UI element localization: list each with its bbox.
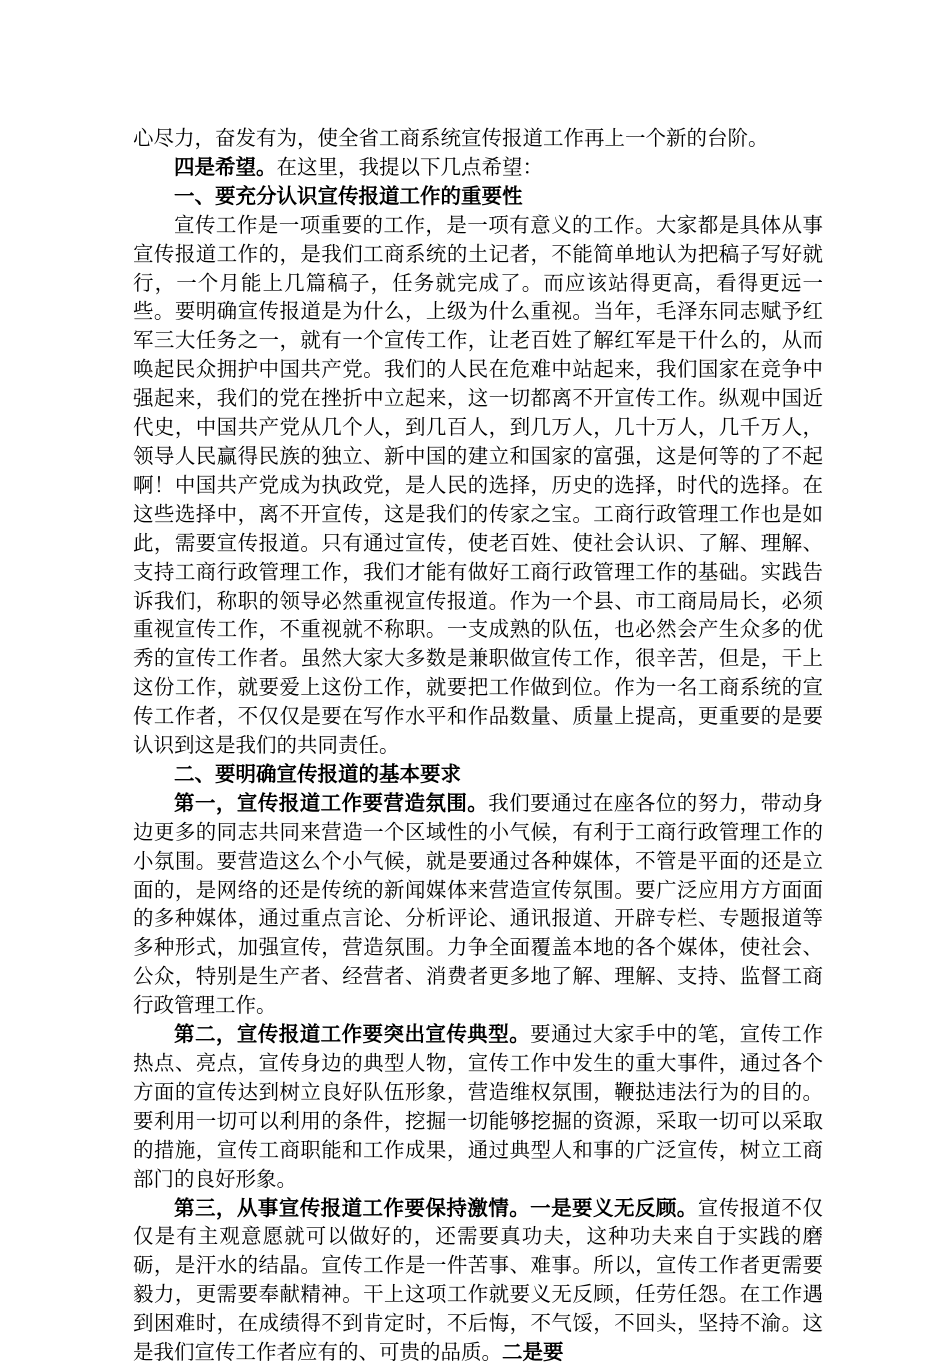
bold-lead-text: 第三，从事宣传报道工作要保持激情。一是要义无反顾。	[174, 1195, 698, 1220]
paragraph-atmosphere	[133, 789, 823, 1020]
paragraph-text: 宣传报道不仅仅是有主观意愿就可以做好的，还需要真功夫，这种功夫来自于实践的磨砺，是汗水的结晶。宣传工作是一件苦事、难事。所以，宣传工作者更需要毅力，更需要奉献精神。干上这项工作就要义无反顾，任劳任怨。在工作遇到困难时，在成绩得不到肯定时，不后悔，不气馁，不回头，坚持不渝。这是我们宣传工作者应有的、可贵的品质。	[133, 1195, 823, 1365]
paragraph-continuation: 心尽力，奋发有为，使全省工商系统宣传报道工作再上一个新的台阶。	[133, 126, 769, 150]
section-heading-1: 一、要充分认识宣传报道工作的重要性	[174, 183, 523, 208]
paragraph-text: 在这里，我提以下几点希望：	[276, 154, 543, 179]
bold-trailing-text: 二是要	[502, 1340, 564, 1365]
paragraph-text: 要通过大家手中的笔，宣传工作热点、亮点，宣传身边的典型人物，宣传工作中发生的重大事件，通过各个方面的宣传达到树立良好队伍形象，营造维权氛围，鞭挞违法行为的目的。要利用一切可以利用的条件，挖掘一切能够挖掘的资源，采取一切可以采取的措施，宣传工商职能和工作成果，通过典型人和事的广泛宣传，树立工商部门的良好形象。	[133, 1022, 824, 1191]
paragraph-passion	[133, 1194, 823, 1367]
paragraph-typical-models	[133, 1020, 823, 1193]
paragraph-importance: 宣传工作是一项重要的工作，是一项有意义的工作。大家都是具体从事宣传报道工作的，是我们工商系统的土记者，不能简单地认为把稿子写好就行，一个月能上几篇稿子，任务就完成了。而应该站得更高，看得更远一些。要明确宣传报道是为什么，上级为什么重视。当年，毛泽东同志赋予红军三大任务之一，就有一个宣传工作，让老百姓了解红军是干什么的，从而唤起民众拥护中国共产党。我们的人民在危难中站起来，我们国家在竞争中强起来，我们的党在挫折中立起来，这一切都离不开宣传工作。纵观中国近代史，中国共产党从几个人，到几百人，到几万人，几十万人，几千万人，领导人民赢得民族的独立、新中国的建立和国家的富强，这是何等的了不起啊！中国共产党成为执政党，是人民的选择，历史的选择，时代的选择。在这些选择中，离不开宣传，这是我们的传家之宝。工商行政管理工作也是如此，需要宣传报道。只有通过宣传，使老百姓、使社会认识、了解、理解、支持工商行政管理工作，我们才能有做好工商行政管理工作的基础。实践告诉我们，称职的领导必然重视宣传报道。作为一个县、市工商局局长，必须重视宣传工作，不重视就不称职。一支成熟的队伍，也必然会产生众多的优秀的宣传工作者。虽然大家大多数是兼职做宣传工作，很辛苦，但是，干上这份工作，就要爱上这份工作，就要把工作做到位。作为一名工商系统的宣传工作者，不仅仅是要在写作水平和作品数量、质量上提高，更重要的是要认识到这是我们的共同责任。	[133, 212, 823, 758]
bold-lead-text: 第二，宣传报道工作要突出宣传典型。	[174, 1022, 531, 1047]
paragraph-hopes-intro	[133, 153, 823, 182]
section-heading-2: 二、要明确宣传报道的基本要求	[174, 761, 461, 786]
bold-lead-text: 四是希望。	[174, 154, 277, 179]
document-page	[133, 124, 823, 1367]
bold-lead-text: 第一，宣传报道工作要营造氛围。	[174, 790, 489, 815]
paragraph-text: 我们要通过在座各位的努力，带动身边更多的同志共同来营造一个区域性的小气候，有利于工商行政管理工作的小氛围。要营造这么个小气候，就是要通过各种媒体，不管是平面的还是立面的，是网络的还是传统的新闻媒体来营造宣传氛围。要广泛应用方方面面的多种媒体，通过重点言论、分析评论、通讯报道、开辟专栏、专题报道等多种形式，加强宣传，营造氛围。力争全面覆盖本地的各个媒体，使社会、公众，特别是生产者、经营者、消费者更多地了解、理解、支持、监督工商行政管理工作。	[133, 790, 823, 1018]
